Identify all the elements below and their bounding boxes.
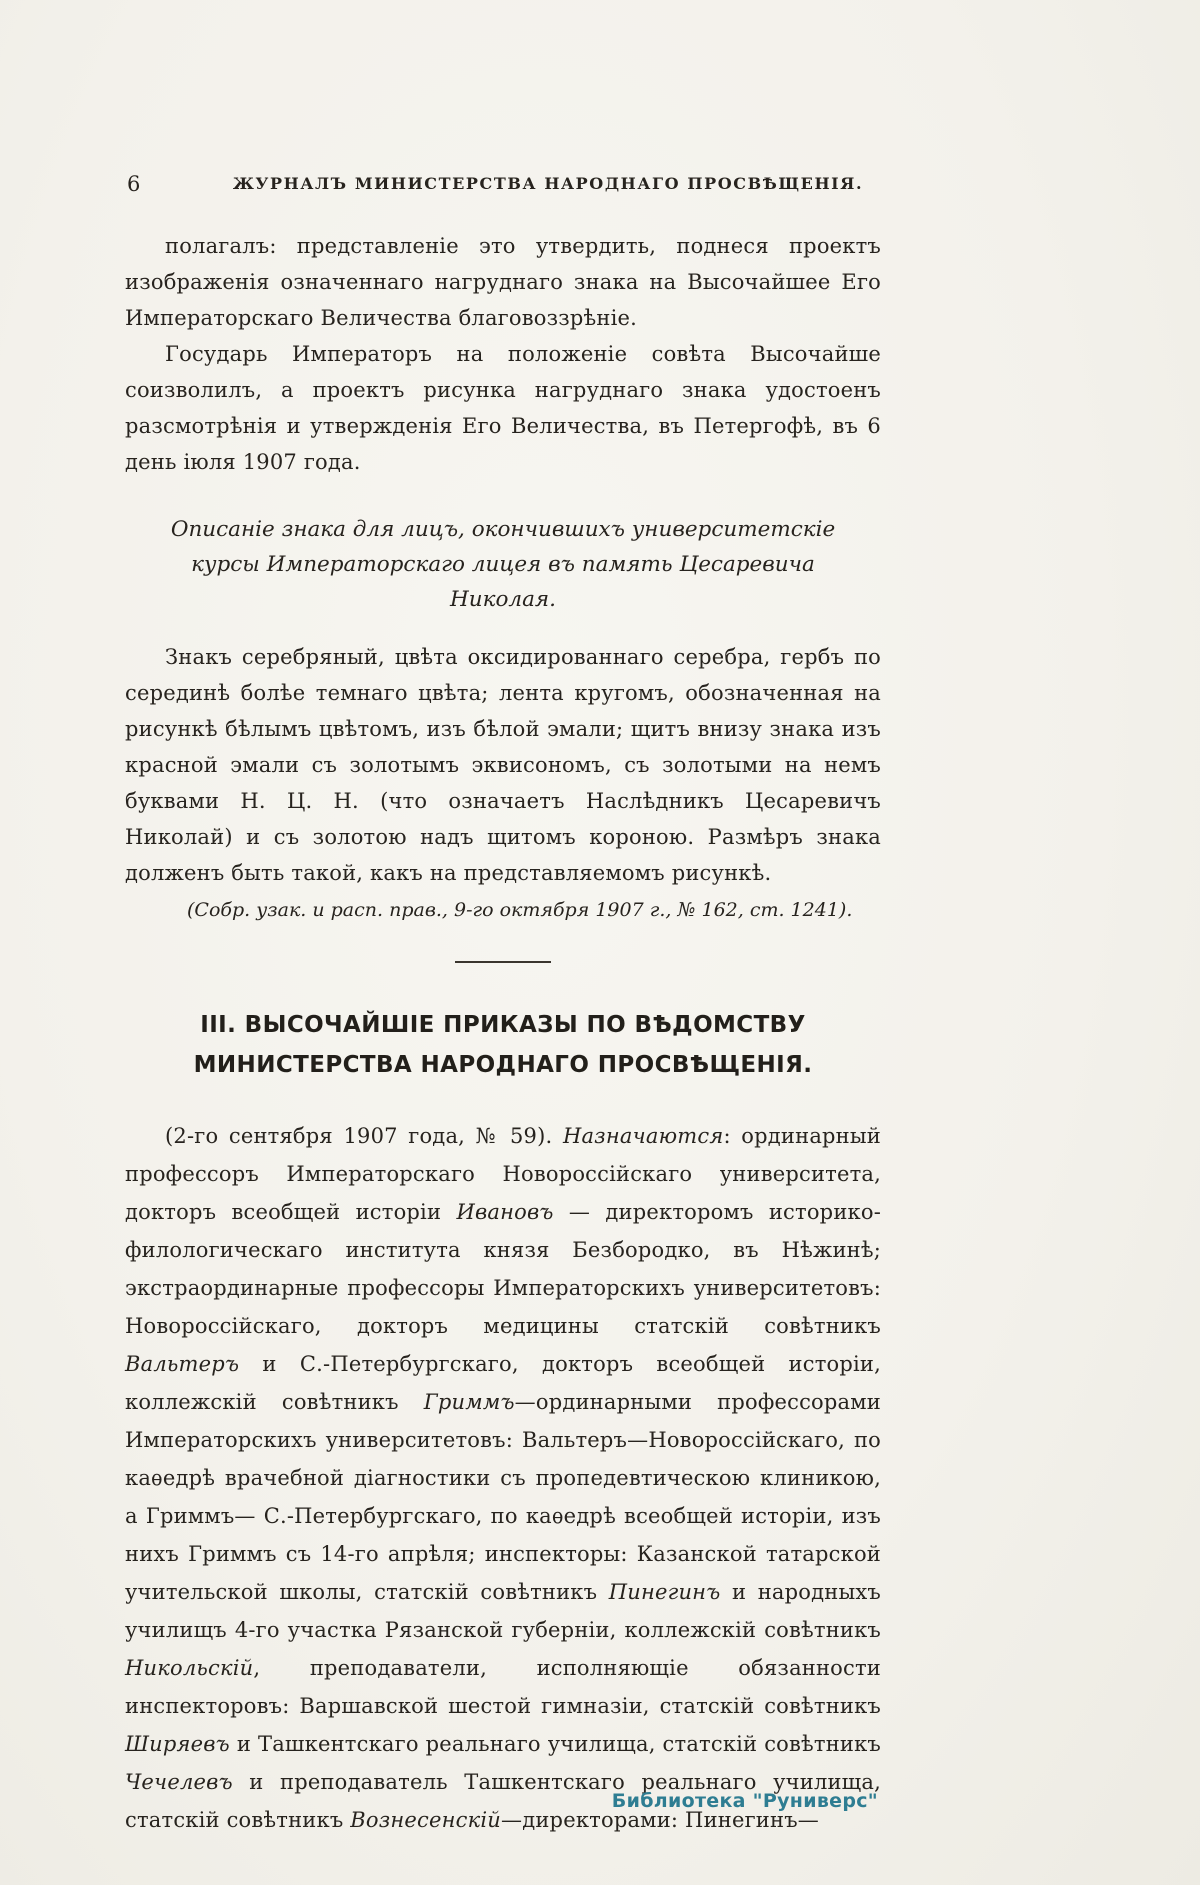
badge-description-heading: Описаніе знака для лицъ, окончившихъ университетскіе курсы Императорскаго лицея въ память Цесаревича Николая. <box>170 517 836 612</box>
decree-paragraph-1: полагалъ: представленіе это утвердить, поднеся проектъ изображенія означеннаго нагруднаго знака на Высочайшее Его Императорскаго Величества благовоззрѣніе. <box>125 234 881 330</box>
orders-section-heading: III. ВЫСОЧАЙШІЕ ПРИКАЗЫ ПО ВѢДОМСТВУ МИНИСТЕРСТВА НАРОДНАГО ПРОСВѢЩЕНІЯ. <box>193 1012 813 1078</box>
section-divider <box>455 961 551 963</box>
page-number: 6 <box>127 172 141 196</box>
badge-description-paragraph: Знакъ серебряный, цвѣта оксидированнаго серебра, гербъ по серединѣ болѣе темнаго цвѣта; лента кругомъ, обозначенная на рисункѣ бѣлымъ цвѣтомъ, изъ бѣлой эмали; щитъ внизу знака изъ красной эмали съ золотымъ эквисономъ, съ золотыми на немъ буквами Н. Ц. Н. (что означаетъ Наслѣдникъ Цесаревичъ Николай) и съ золотою надъ щитомъ короною. Размѣръ знака долженъ быть такой, какъ на представляемомъ рисункѣ. <box>125 645 881 885</box>
text-column <box>125 172 881 1839</box>
running-head <box>125 172 881 198</box>
appointments-paragraph: (2-го сентября 1907 года, № 59). Назначаются: ординарный профессоръ Императорскаго Новороссійскаго университета, докторъ всеобщей исторіи Ивановъ — директоромъ историко-филологическаго института князя Безбородко, въ Нѣжинѣ; экстраординарные профессоры Императорскихъ университетовъ: Новороссійскаго, докторъ медицины статскій совѣтникъ Вальтеръ и С.-Петербургскаго, докторъ всеобщей исторіи, коллежскій совѣтникъ Гриммъ—ординарными профессорами Императорскихъ университетовъ: Вальтеръ—Новороссійскаго, по каѳедрѣ врачебной діагностики съ пропедевтическою клиникою, а Гриммъ— С.-Петербургскаго, по каѳедрѣ всеобщей исторіи, изъ нихъ Гриммъ съ 14-го апрѣля; инспекторы: Казанской татарской учительской школы, статскій совѣтникъ Пинегинъ и народныхъ училищъ 4-го участка Рязанской губерніи, коллежскій совѣтникъ Никольскій, преподаватели, исполняющіе обязанности инспекторовъ: Варшавской шестой гимназіи, статскій совѣтникъ Ширяевъ и Ташкентскаго реальнаго училища, статскій совѣтникъ Чечелевъ и преподаватель Ташкентскаго реальнаго училища, статскій совѣтникъ Вознесенскій—директорами: Пинегинъ— <box>125 1124 881 1832</box>
journal-running-title: ЖУРНАЛЪ МИНИСТЕРСТВА НАРОДНАГО ПРОСВѢЩЕНІЯ. <box>232 174 864 193</box>
library-watermark: Библиотека "Руниверс" <box>611 1790 878 1812</box>
decree-paragraph-2: Государь Императоръ на положеніе совѣта Высочайше соизволилъ, а проектъ рисунка нагруднаго знака удостоенъ разсмотрѣнія и утвержденія Его Величества, въ Петергофѣ, въ 6 день іюля 1907 года. <box>125 342 881 474</box>
legal-citation: (Собр. узак. и расп. прав., 9-го октября 1907 г., № 162, ст. 1241). <box>187 899 853 921</box>
